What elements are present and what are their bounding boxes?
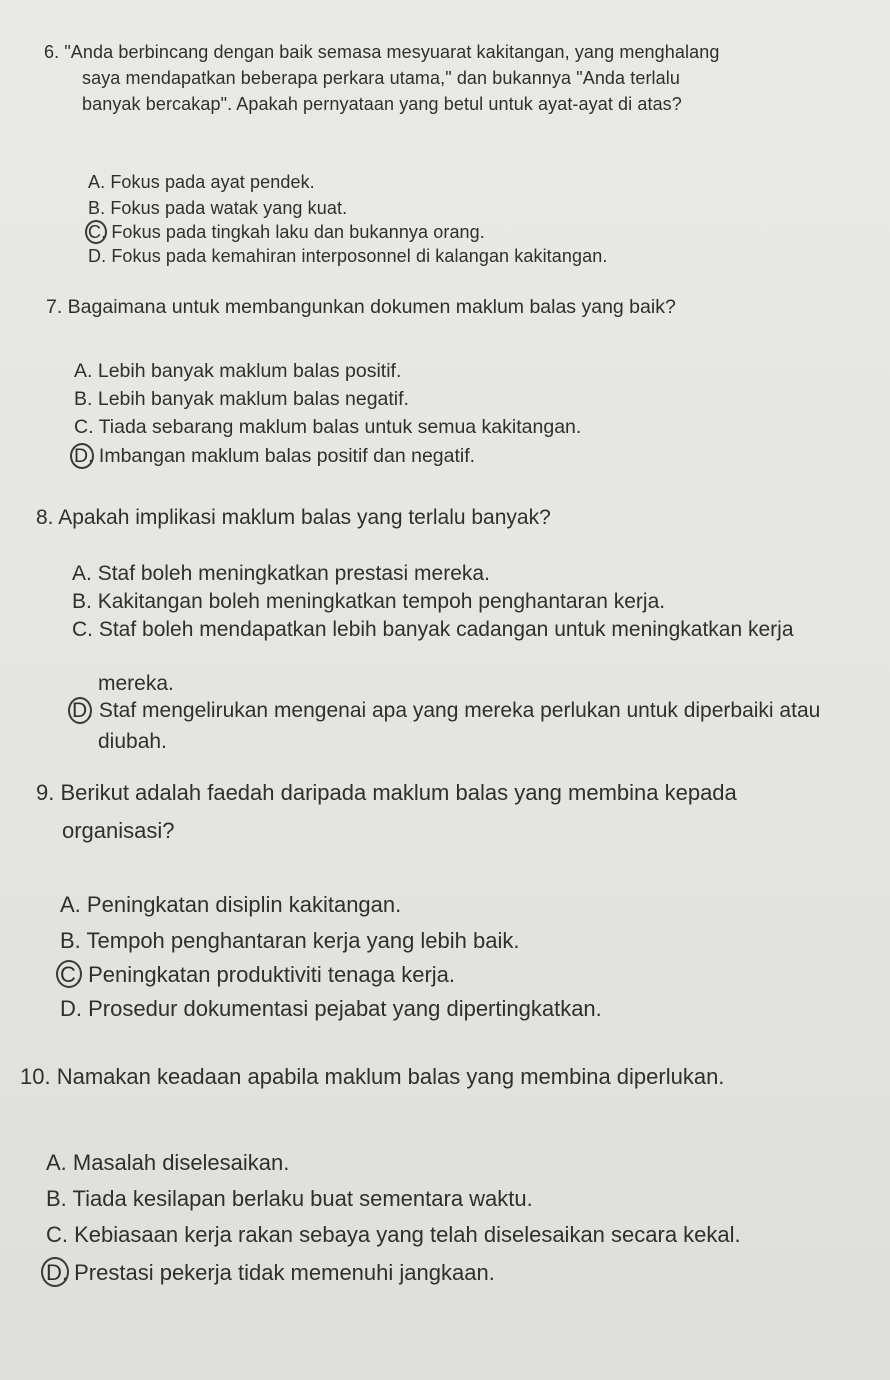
question-6-text-line-2: saya mendapatkan beberapa perkara utama," dan bukannya "Anda terlalu [82,68,680,88]
option-letter: A. [72,562,92,585]
question-7-option-d [74,445,475,468]
option-text: Tempoh penghantaran kerja yang lebih baik. [86,928,520,953]
question-6-option-c [88,222,485,243]
option-letter: D. [74,445,94,467]
question-10-option-a [46,1150,289,1176]
option-letter: B. [60,928,81,953]
option-text: Staf boleh meningkatkan prestasi mereka. [97,562,490,585]
option-letter: C. [60,962,82,987]
option-text: Prestasi pekerja tidak memenuhi jangkaan. [74,1260,495,1285]
question-6-option-d [88,246,607,267]
question-7-option-a [74,360,401,383]
option-letter: C. [72,618,93,641]
answer-circle-mark [85,220,107,244]
option-letter: A. [88,172,106,192]
question-8-text: 8. Apakah implikasi maklum balas yang terlalu banyak? [36,506,551,529]
question-9-text-line-2: organisasi? [62,818,175,843]
option-text: Tiada kesilapan berlaku buat sementara waktu. [72,1186,533,1211]
question-8-option-c [72,618,794,642]
option-letter: D. [60,996,82,1021]
question-8-option-a [72,562,490,586]
option-letter: B. [88,198,106,218]
question-8-option-b [72,590,665,614]
option-letter: A. [60,892,81,917]
question-6-text-line-3: banyak bercakap". Apakah pernyataan yang betul untuk ayat-ayat di atas? [82,94,682,114]
question-6-option-b [88,198,347,219]
option-text: Lebih banyak maklum balas negatif. [97,388,409,410]
option-text: Staf boleh mendapatkan lebih banyak cadangan untuk meningkatkan kerja [98,618,794,641]
question-10-option-d [46,1260,495,1286]
option-letter: B. [46,1186,67,1211]
option-text: Fokus pada watak yang kuat. [110,198,348,218]
answer-circle-mark [41,1257,69,1287]
question-6-option-a [88,172,315,193]
question-9-option-c [60,962,455,988]
option-text: Masalah diselesaikan. [72,1150,290,1175]
question-10-option-c [46,1222,741,1248]
answer-circle-mark [68,697,92,724]
question-10-option-b [46,1186,533,1212]
question-9-option-d [60,996,602,1022]
question-6-text-line-1: 6. "Anda berbincang dengan baik semasa mesyuarat kakitangan, yang menghalang [44,42,720,62]
answer-circle-mark [70,443,94,469]
option-letter: B. [72,590,92,613]
question-9-option-a [60,892,401,918]
question-9-option-b [60,928,519,954]
option-text: Prosedur dokumentasi pejabat yang dipertingkatkan. [88,996,602,1021]
option-text: Kebiasaan kerja rakan sebaya yang telah diselesaikan secara kekal. [74,1222,741,1247]
option-letter: C. [88,222,107,242]
option-letter: C. [74,416,94,438]
option-text: Lebih banyak maklum balas positif. [97,360,402,382]
question-8-option-c-continuation: mereka. [98,672,174,695]
question-9-text-line-1: 9. Berikut adalah faedah daripada maklum balas yang membina kepada [36,780,737,805]
question-8-option-d-continuation: diubah. [98,730,167,753]
option-text: Kakitangan boleh meningkatkan tempoh penghantaran kerja. [97,590,666,613]
question-7-option-c [74,416,581,439]
option-text: Peningkatan produktiviti tenaga kerja. [88,962,456,987]
option-letter: C. [46,1222,68,1247]
option-letter: D. [46,1260,68,1285]
question-8-option-d [72,699,820,723]
option-text: Staf mengelirukan mengenai apa yang mereka perlukan untuk diperbaiki atau [98,699,821,722]
option-text: Imbangan maklum balas positif dan negatif. [98,445,476,467]
option-text: Fokus pada ayat pendek. [110,172,315,192]
option-text: Tiada sebarang maklum balas untuk semua kakitangan. [98,416,582,438]
question-7-text: 7. Bagaimana untuk membangunkan dokumen maklum balas yang baik? [46,296,676,318]
answer-circle-mark [56,960,82,988]
option-text: Fokus pada tingkah laku dan bukannya orang. [111,222,485,242]
option-letter: D. [72,699,93,722]
option-letter: D. [88,246,107,266]
option-text: Fokus pada kemahiran interposonnel di kalangan kakitangan. [111,246,608,266]
question-7-option-b [74,388,409,411]
option-text: Peningkatan disiplin kakitangan. [86,892,402,917]
option-letter: B. [74,388,93,410]
option-letter: A. [74,360,93,382]
option-letter: A. [46,1150,67,1175]
question-10-text: 10. Namakan keadaan apabila maklum balas yang membina diperlukan. [20,1064,725,1089]
